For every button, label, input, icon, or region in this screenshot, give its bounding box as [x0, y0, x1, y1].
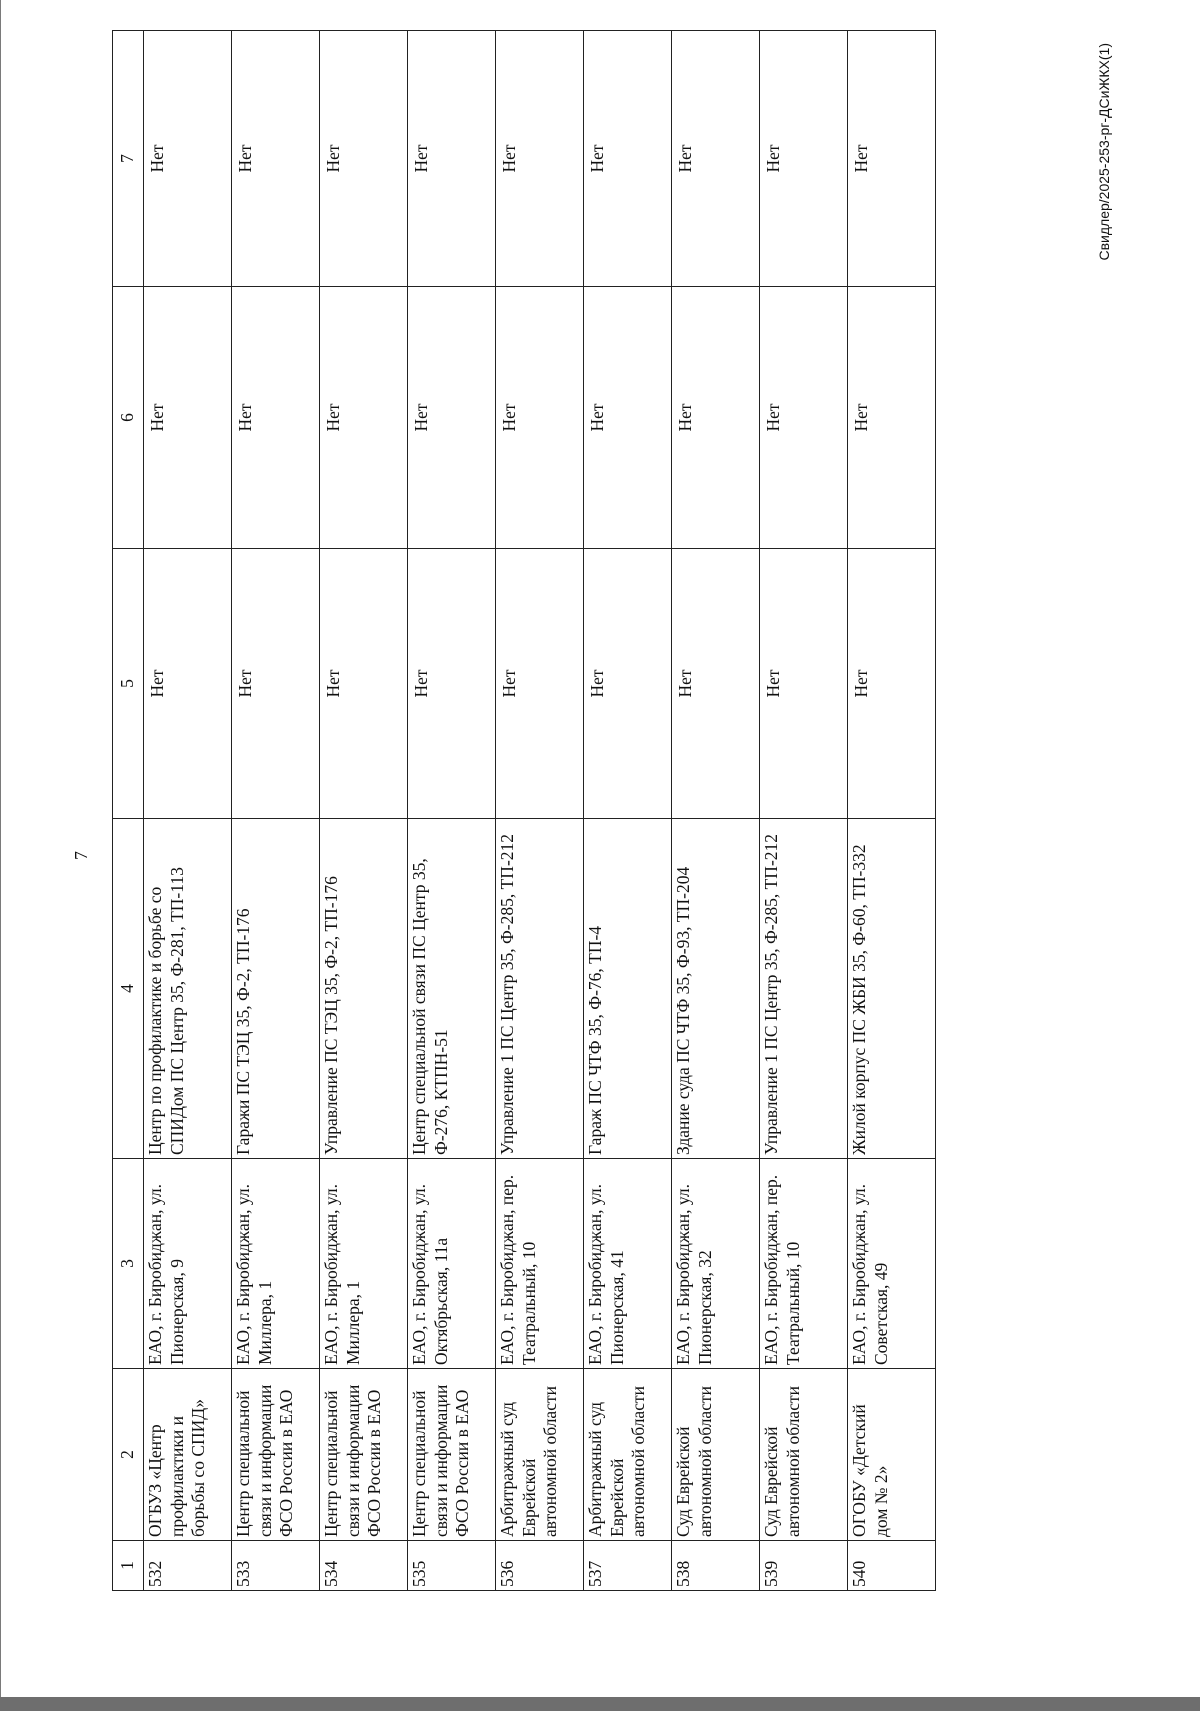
object-cell: Центр специальной связи ПС Центр 35, Ф-276, КТПН-51: [408, 819, 496, 1159]
column-7-cell: Нет: [144, 31, 232, 287]
header-cell: 4: [113, 819, 144, 1159]
table-row: [848, 31, 936, 1591]
table-row: [496, 31, 584, 1591]
column-7-cell: Нет: [232, 31, 320, 287]
column-6-cell: Нет: [760, 287, 848, 549]
address-cell: ЕАО, г. Биробиджан, ул. Пионерская, 9: [144, 1159, 232, 1369]
column-7-cell: Нет: [496, 31, 584, 287]
row-number-cell: 540: [848, 1541, 936, 1591]
table-body: [113, 31, 936, 1591]
page-number: 7: [71, 851, 91, 860]
column-6-cell: Нет: [584, 287, 672, 549]
address-cell: ЕАО, г. Биробиджан, ул. Пионерская, 41: [584, 1159, 672, 1369]
address-cell: ЕАО, г. Биробиджан, ул. Миллера, 1: [320, 1159, 408, 1369]
column-7-cell: Нет: [848, 31, 936, 287]
column-5-cell: Нет: [144, 549, 232, 819]
table-row: [672, 31, 760, 1591]
row-number-cell: 539: [760, 1541, 848, 1591]
object-cell: Жилой корпус ПС ЖБИ 35, Ф-60, ТП-332: [848, 819, 936, 1159]
column-6-cell: Нет: [496, 287, 584, 549]
address-cell: ЕАО, г. Биробиджан, ул. Октябрьская, 11а: [408, 1159, 496, 1369]
column-6-cell: Нет: [320, 287, 408, 549]
registry-table: [112, 30, 936, 1591]
row-number-cell: 536: [496, 1541, 584, 1591]
organization-cell: Арбитражный суд Еврейской автономной области: [496, 1369, 584, 1541]
scan-bottom-edge: [0, 1697, 1200, 1711]
address-cell: ЕАО, г. Биробиджан, ул. Миллера, 1: [232, 1159, 320, 1369]
column-6-cell: Нет: [408, 287, 496, 549]
column-5-cell: Нет: [584, 549, 672, 819]
column-7-cell: Нет: [320, 31, 408, 287]
column-5-cell: Нет: [848, 549, 936, 819]
column-5-cell: Нет: [496, 549, 584, 819]
column-7-cell: Нет: [584, 31, 672, 287]
header-cell: 1: [113, 1541, 144, 1591]
address-cell: ЕАО, г. Биробиджан, пер. Театральный, 10: [760, 1159, 848, 1369]
column-5-cell: Нет: [760, 549, 848, 819]
header-cell: 2: [113, 1369, 144, 1541]
header-cell: 7: [113, 31, 144, 287]
header-row: [113, 31, 144, 1591]
object-cell: Управление 1 ПС Центр 35, Ф-285, ТП-212: [496, 819, 584, 1159]
object-cell: Гараж ПС ЧТФ 35, Ф-76, ТП-4: [584, 819, 672, 1159]
column-6-cell: Нет: [672, 287, 760, 549]
column-5-cell: Нет: [320, 549, 408, 819]
table-row: [144, 31, 232, 1591]
organization-cell: ОГБУЗ «Центр профилактики и борьбы со СПИД»: [144, 1369, 232, 1541]
table-row: [760, 31, 848, 1591]
column-5-cell: Нет: [232, 549, 320, 819]
column-5-cell: Нет: [672, 549, 760, 819]
header-cell: 5: [113, 549, 144, 819]
column-6-cell: Нет: [232, 287, 320, 549]
organization-cell: Арбитражный суд Еврейской автономной области: [584, 1369, 672, 1541]
object-cell: Гаражи ПС ТЭЦ 35, Ф-2, ТП-176: [232, 819, 320, 1159]
object-cell: Управление 1 ПС Центр 35, Ф-285, ТП-212: [760, 819, 848, 1159]
header-cell: 3: [113, 1159, 144, 1369]
organization-cell: Суд Еврейской автономной области: [760, 1369, 848, 1541]
column-6-cell: Нет: [144, 287, 232, 549]
address-cell: ЕАО, г. Биробиджан, ул. Советская, 49: [848, 1159, 936, 1369]
row-number-cell: 532: [144, 1541, 232, 1591]
table-row: [584, 31, 672, 1591]
object-cell: Здание суда ПС ЧТФ 35, Ф-93, ТП-204: [672, 819, 760, 1159]
address-cell: ЕАО, г. Биробиджан, ул. Пионерская, 32: [672, 1159, 760, 1369]
column-7-cell: Нет: [672, 31, 760, 287]
organization-cell: Центр специальной связи и информации ФСО России в ЕАО: [232, 1369, 320, 1541]
header-cell: 6: [113, 287, 144, 549]
row-number-cell: 535: [408, 1541, 496, 1591]
object-cell: Управление ПС ТЭЦ 35, Ф-2, ТП-176: [320, 819, 408, 1159]
organization-cell: ОГОБУ «Детский дом № 2»: [848, 1369, 936, 1541]
row-number-cell: 533: [232, 1541, 320, 1591]
organization-cell: Суд Еврейской автономной области: [672, 1369, 760, 1541]
table-row: [408, 31, 496, 1591]
table-row: [320, 31, 408, 1591]
object-cell: Центр по профилактике и борьбе со СПИДом ПС Центр 35, Ф-281, ТП-113: [144, 819, 232, 1159]
organization-cell: Центр специальной связи и информации ФСО России в ЕАО: [320, 1369, 408, 1541]
column-6-cell: Нет: [848, 287, 936, 549]
column-5-cell: Нет: [408, 549, 496, 819]
table-row: [232, 31, 320, 1591]
organization-cell: Центр специальной связи и информации ФСО России в ЕАО: [408, 1369, 496, 1541]
row-number-cell: 538: [672, 1541, 760, 1591]
column-7-cell: Нет: [760, 31, 848, 287]
address-cell: ЕАО, г. Биробиджан, пер. Театральный, 10: [496, 1159, 584, 1369]
row-number-cell: 537: [584, 1541, 672, 1591]
row-number-cell: 534: [320, 1541, 408, 1591]
document-footer: Свидлер/2025-253-рг-ДСиЖКХ(1): [1096, 43, 1112, 261]
column-7-cell: Нет: [408, 31, 496, 287]
